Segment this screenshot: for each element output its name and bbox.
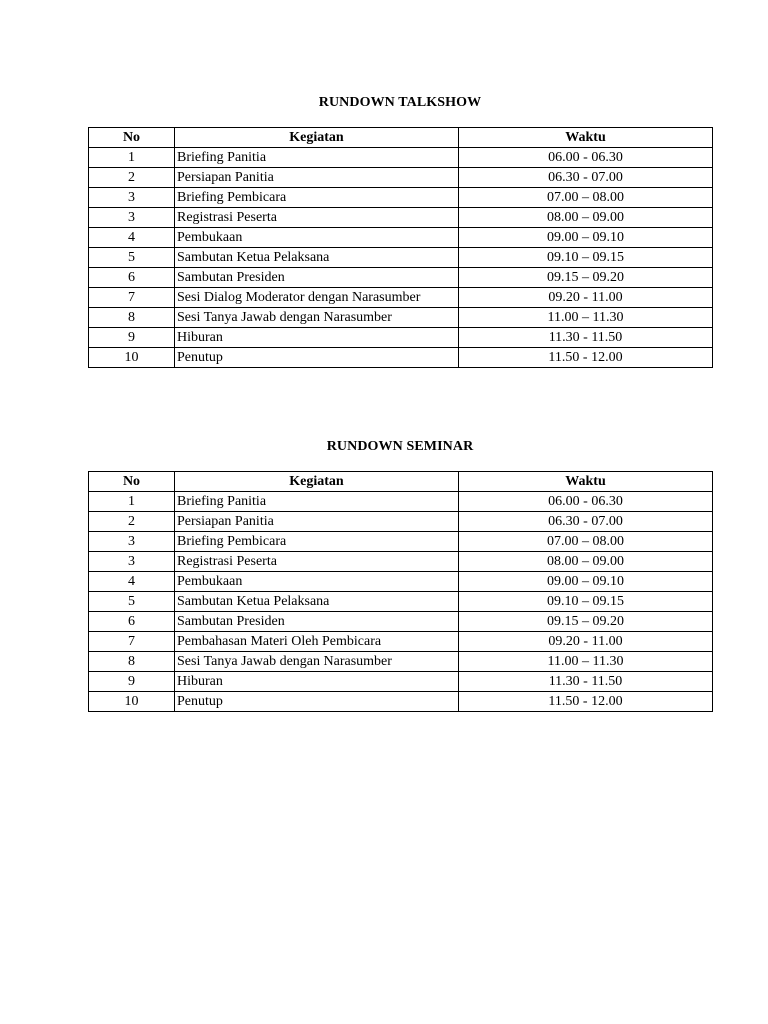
- cell-kegiatan: Sesi Tanya Jawab dengan Narasumber: [175, 652, 459, 672]
- cell-no: 3: [89, 532, 175, 552]
- cell-waktu: 11.00 – 11.30: [459, 652, 713, 672]
- table-header-row: [89, 128, 713, 148]
- cell-no: 7: [89, 632, 175, 652]
- cell-waktu: 07.00 – 08.00: [459, 188, 713, 208]
- cell-kegiatan: Sambutan Presiden: [175, 612, 459, 632]
- cell-waktu: 11.30 - 11.50: [459, 328, 713, 348]
- table-row: [89, 612, 713, 632]
- cell-waktu: 09.20 - 11.00: [459, 288, 713, 308]
- table-row: [89, 512, 713, 532]
- cell-kegiatan: Pembukaan: [175, 572, 459, 592]
- cell-waktu: 08.00 – 09.00: [459, 552, 713, 572]
- talkshow-section: [88, 94, 712, 368]
- table-row: [89, 632, 713, 652]
- table-row: [89, 188, 713, 208]
- cell-waktu: 07.00 – 08.00: [459, 532, 713, 552]
- cell-waktu: 06.30 - 07.00: [459, 168, 713, 188]
- cell-no: 1: [89, 492, 175, 512]
- cell-waktu: 09.10 – 09.15: [459, 248, 713, 268]
- cell-no: 4: [89, 572, 175, 592]
- table-row: [89, 328, 713, 348]
- talkshow-table: [88, 127, 713, 368]
- table-row: [89, 248, 713, 268]
- cell-waktu: 11.50 - 12.00: [459, 348, 713, 368]
- cell-no: 3: [89, 552, 175, 572]
- cell-kegiatan: Pembahasan Materi Oleh Pembicara: [175, 632, 459, 652]
- cell-kegiatan: Sesi Tanya Jawab dengan Narasumber: [175, 308, 459, 328]
- table-row: [89, 308, 713, 328]
- cell-no: 8: [89, 652, 175, 672]
- cell-waktu: 11.50 - 12.00: [459, 692, 713, 712]
- cell-kegiatan: Briefing Pembicara: [175, 532, 459, 552]
- cell-waktu: 09.00 – 09.10: [459, 572, 713, 592]
- cell-no: 5: [89, 248, 175, 268]
- cell-no: 9: [89, 328, 175, 348]
- table-row: [89, 572, 713, 592]
- cell-kegiatan: Registrasi Peserta: [175, 208, 459, 228]
- table-header-row: [89, 472, 713, 492]
- cell-kegiatan: Briefing Pembicara: [175, 188, 459, 208]
- cell-waktu: 09.20 - 11.00: [459, 632, 713, 652]
- cell-kegiatan: Penutup: [175, 692, 459, 712]
- table-row: [89, 492, 713, 512]
- cell-kegiatan: Sambutan Ketua Pelaksana: [175, 592, 459, 612]
- table-row: [89, 592, 713, 612]
- table-row: [89, 348, 713, 368]
- cell-kegiatan: Persiapan Panitia: [175, 512, 459, 532]
- cell-kegiatan: Briefing Panitia: [175, 492, 459, 512]
- table-row: [89, 692, 713, 712]
- table-row: [89, 652, 713, 672]
- cell-waktu: 09.10 – 09.15: [459, 592, 713, 612]
- table-row: [89, 288, 713, 308]
- seminar-section: [88, 438, 712, 712]
- cell-waktu: 09.15 – 09.20: [459, 612, 713, 632]
- header-no: No: [89, 128, 175, 148]
- cell-waktu: 06.00 - 06.30: [459, 148, 713, 168]
- table-row: [89, 228, 713, 248]
- cell-no: 2: [89, 168, 175, 188]
- cell-kegiatan: Penutup: [175, 348, 459, 368]
- header-waktu: Waktu: [459, 472, 713, 492]
- cell-waktu: 11.00 – 11.30: [459, 308, 713, 328]
- cell-kegiatan: Hiburan: [175, 328, 459, 348]
- table-row: [89, 168, 713, 188]
- cell-waktu: 09.00 – 09.10: [459, 228, 713, 248]
- talkshow-title: RUNDOWN TALKSHOW: [318, 95, 482, 110]
- cell-waktu: 06.00 - 06.30: [459, 492, 713, 512]
- cell-kegiatan: Pembukaan: [175, 228, 459, 248]
- cell-waktu: 06.30 - 07.00: [459, 512, 713, 532]
- header-waktu: Waktu: [459, 128, 713, 148]
- cell-no: 5: [89, 592, 175, 612]
- cell-no: 6: [89, 268, 175, 288]
- cell-no: 10: [89, 692, 175, 712]
- cell-kegiatan: Hiburan: [175, 672, 459, 692]
- cell-no: 4: [89, 228, 175, 248]
- cell-kegiatan: Sambutan Ketua Pelaksana: [175, 248, 459, 268]
- table-row: [89, 672, 713, 692]
- cell-no: 3: [89, 208, 175, 228]
- talkshow-rows: [89, 148, 713, 368]
- cell-kegiatan: Briefing Panitia: [175, 148, 459, 168]
- table-row: [89, 552, 713, 572]
- cell-no: 7: [89, 288, 175, 308]
- cell-no: 6: [89, 612, 175, 632]
- seminar-rows: [89, 492, 713, 712]
- table-row: [89, 148, 713, 168]
- seminar-table: [88, 471, 713, 712]
- cell-no: 8: [89, 308, 175, 328]
- cell-no: 3: [89, 188, 175, 208]
- cell-no: 1: [89, 148, 175, 168]
- cell-waktu: 11.30 - 11.50: [459, 672, 713, 692]
- table-row: [89, 532, 713, 552]
- cell-no: 2: [89, 512, 175, 532]
- header-kegiatan: Kegiatan: [175, 128, 459, 148]
- cell-kegiatan: Sesi Dialog Moderator dengan Narasumber: [175, 288, 459, 308]
- cell-no: 10: [89, 348, 175, 368]
- cell-kegiatan: Sambutan Presiden: [175, 268, 459, 288]
- cell-waktu: 09.15 – 09.20: [459, 268, 713, 288]
- seminar-title: RUNDOWN SEMINAR: [326, 439, 474, 454]
- cell-no: 9: [89, 672, 175, 692]
- header-kegiatan: Kegiatan: [175, 472, 459, 492]
- cell-waktu: 08.00 – 09.00: [459, 208, 713, 228]
- cell-kegiatan: Persiapan Panitia: [175, 168, 459, 188]
- header-no: No: [89, 472, 175, 492]
- table-row: [89, 268, 713, 288]
- table-row: [89, 208, 713, 228]
- cell-kegiatan: Registrasi Peserta: [175, 552, 459, 572]
